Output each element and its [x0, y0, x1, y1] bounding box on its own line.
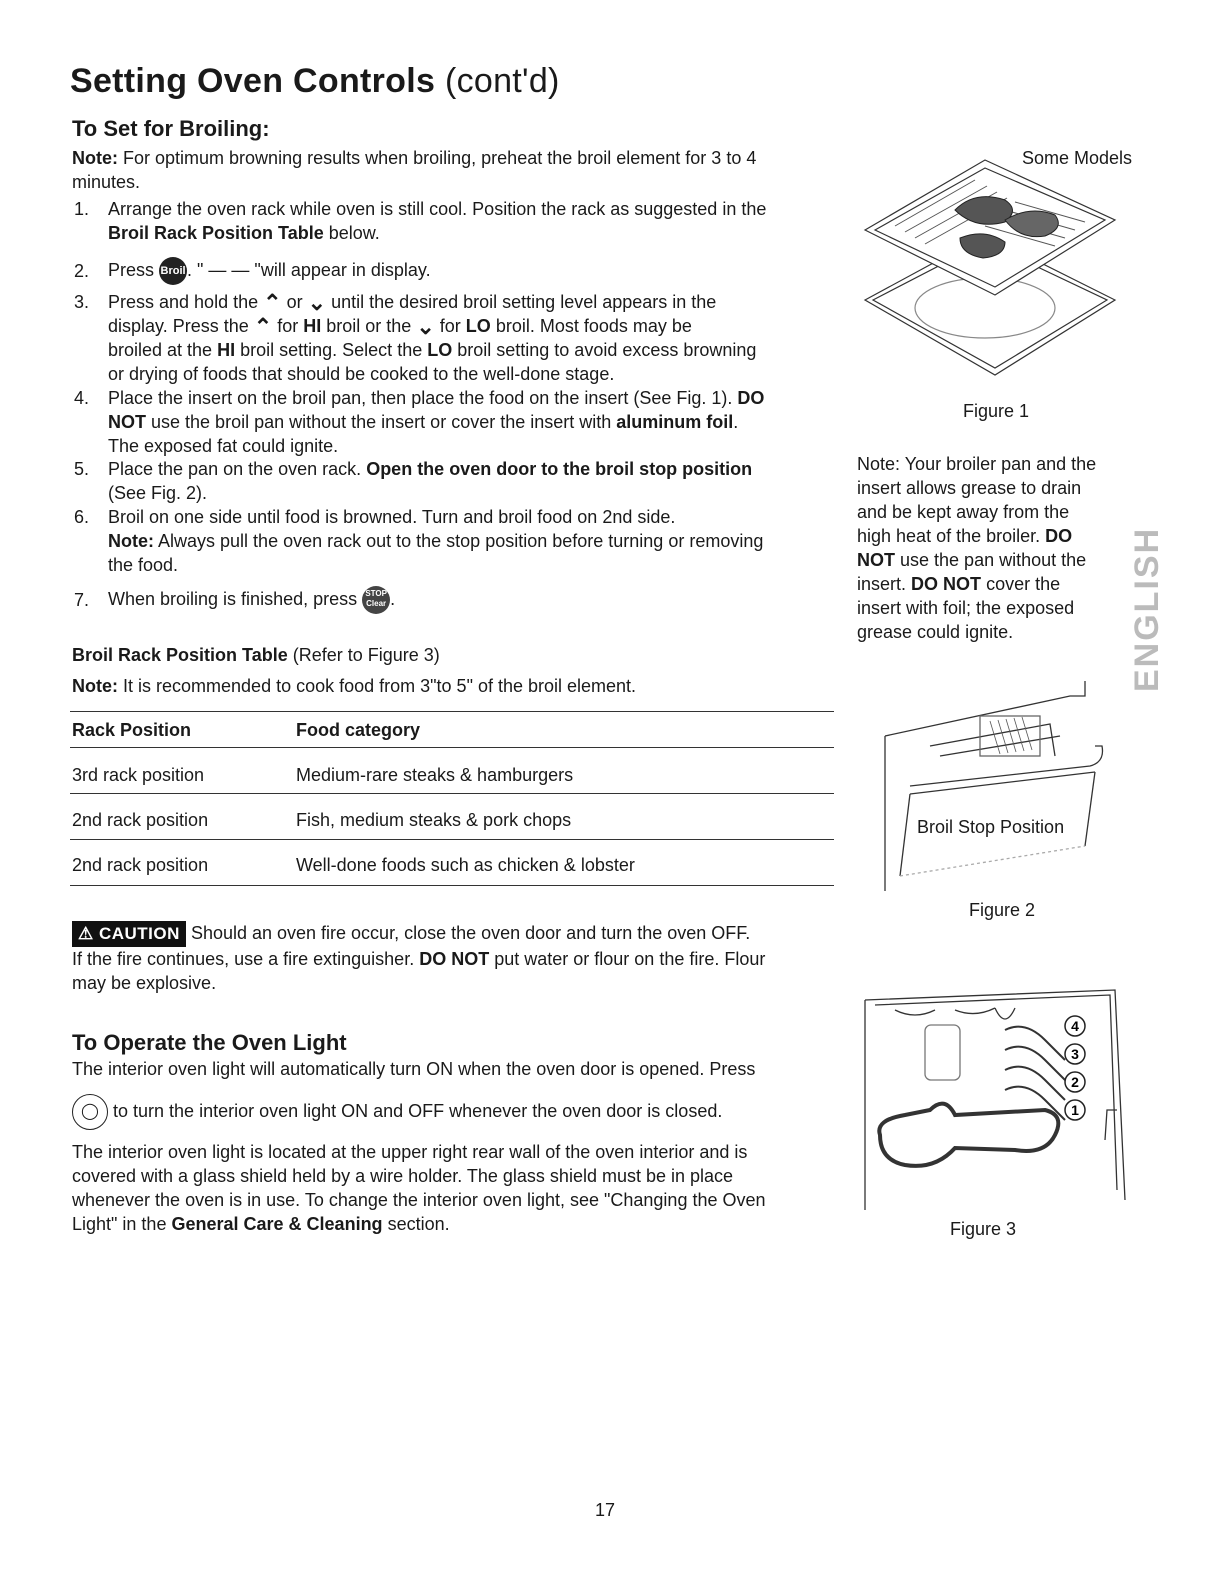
- step-5: Place the pan on the oven rack. Open the oven door to the broil stop position (See Fig. 2).: [108, 459, 753, 503]
- title-suffix: (cont'd): [444, 62, 560, 100]
- up-arrow-icon: ⌃: [253, 314, 273, 340]
- some-models-label: Some Models: [1022, 148, 1133, 168]
- table-note: Note: It is recommended to cook food from 3"to 5" of the broil element.: [72, 676, 637, 696]
- oven-light-heading: To Operate the Oven Light: [72, 1030, 347, 1055]
- table-cell: 2nd rack position: [72, 855, 209, 875]
- step-1: Arrange the oven rack while oven is still cool. Position the rack as suggested in the Broil Rack Position Table below.: [108, 199, 767, 243]
- table-rule: [70, 839, 834, 840]
- rack-position-number: 2: [1071, 1074, 1079, 1090]
- figure-2-broil-stop-illustration: [870, 676, 1110, 896]
- oven-light-line: The interior oven light will automatically turn ON when the oven door is opened. Press: [72, 1059, 756, 1079]
- step-number: 6.: [74, 507, 90, 527]
- broiling-note: Note: For optimum browning results when broiling, preheat the broil element for 3 to 4 minutes.: [72, 148, 757, 192]
- rack-position-markers: [1065, 1016, 1085, 1120]
- table-title: Broil Rack Position Table (Refer to Figure 3): [72, 645, 440, 665]
- sidebar-note: Note: Your broiler pan and the insert allows grease to drain and be kept away from the high heat of the broiler. DO NOT use the pan without the insert. DO NOT cover the insert with foil; the exposed grease could ignite.: [857, 454, 1097, 642]
- step-6: Broil on one side until food is browned. Turn and broil food on 2nd side. Note: Always pull the oven rack out to the stop position before turning or removing the food.: [108, 507, 764, 575]
- step-4: Place the insert on the broil pan, then place the food on the insert (See Fig. 1). DO NOT use the broil pan without the insert or cover the insert with aluminum foil. The exposed fat could ignite.: [108, 388, 765, 456]
- step-2: Press Broil. " — — "will appear in display.: [108, 257, 848, 285]
- title-main: Setting Oven Controls: [70, 62, 436, 100]
- table-cell: Medium-rare steaks & hamburgers: [296, 765, 574, 785]
- step-number: 3.: [74, 292, 90, 312]
- down-arrow-icon: ⌄: [416, 314, 435, 340]
- step-number: 1.: [74, 199, 90, 219]
- figure-1-caption: Figure 1: [963, 401, 1030, 421]
- table-header-food: Food category: [296, 720, 421, 740]
- table-header-rack: Rack Position: [72, 720, 192, 740]
- step-number: 2.: [74, 261, 90, 281]
- step-number: 7.: [74, 590, 90, 610]
- page-number: 17: [595, 1500, 616, 1520]
- language-tab: ENGLISH: [1128, 526, 1166, 692]
- step-number: 5.: [74, 459, 90, 479]
- step-number: 4.: [74, 388, 90, 408]
- step-3: Press and hold the ⌃ or ⌄ until the desired broil setting level appears in the display. Press the ⌃ for HI broil or the ⌄ for LO broil. Most foods may be broiled at the HI broil setting. Select the LO broil setting to avoid excess browning or drying of foods that should be cooked to the well-done stage.: [108, 290, 757, 384]
- oven-light-paragraph: The interior oven light is located at the upper right rear wall of the oven interior and is covered with a glass shield held by a wire holder. The glass shield must be in place whenever the oven is in use. To change the interior oven light, see "Changing the Oven Light" in the General Care & Cleaning section.: [72, 1142, 766, 1234]
- broil-stop-label: Broil Stop Position: [917, 817, 1065, 837]
- broiling-heading: To Set for Broiling:: [72, 116, 270, 141]
- figure-1-broil-pan-illustration: [855, 150, 1125, 390]
- broil-button-icon: Broil: [159, 257, 187, 285]
- table-cell: 3rd rack position: [72, 765, 205, 785]
- table-rule: [70, 711, 834, 712]
- table-cell: Well-done foods such as chicken & lobster: [296, 855, 635, 875]
- figure-3-caption: Figure 3: [950, 1219, 1017, 1239]
- table-rule: [70, 747, 834, 748]
- page-title: [70, 62, 560, 101]
- rack-position-number: 1: [1071, 1102, 1079, 1118]
- rack-position-number: 3: [1071, 1046, 1079, 1062]
- table-cell: 2nd rack position: [72, 810, 209, 830]
- stop-clear-button-icon: STOP Clear: [362, 586, 390, 614]
- table-cell: Fish, medium steaks & pork chops: [296, 810, 572, 830]
- up-arrow-icon: ⌃: [263, 290, 282, 316]
- caution-badge: ⚠ CAUTION: [72, 921, 186, 947]
- down-arrow-icon: ⌄: [307, 290, 327, 316]
- step-7: When broiling is finished, press STOP Clear .: [108, 586, 848, 614]
- figure-2-caption: Figure 2: [969, 900, 1036, 920]
- oven-light-line: ◯ to turn the interior oven light ON and OFF whenever the oven door is closed.: [72, 1094, 842, 1130]
- figure-3-oven-rack-illustration: [855, 970, 1135, 1220]
- caution-block: ⚠ CAUTION Should an oven fire occur, close the oven door and turn the oven OFF. If the fire continues, use a fire extinguisher. DO NOT put water or flour on the fire. Flour may be explosive.: [72, 923, 766, 993]
- table-rule: [70, 793, 834, 794]
- table-rule: [70, 885, 834, 886]
- light-bulb-icon: ◯: [72, 1094, 108, 1130]
- rack-position-number: 4: [1071, 1018, 1079, 1034]
